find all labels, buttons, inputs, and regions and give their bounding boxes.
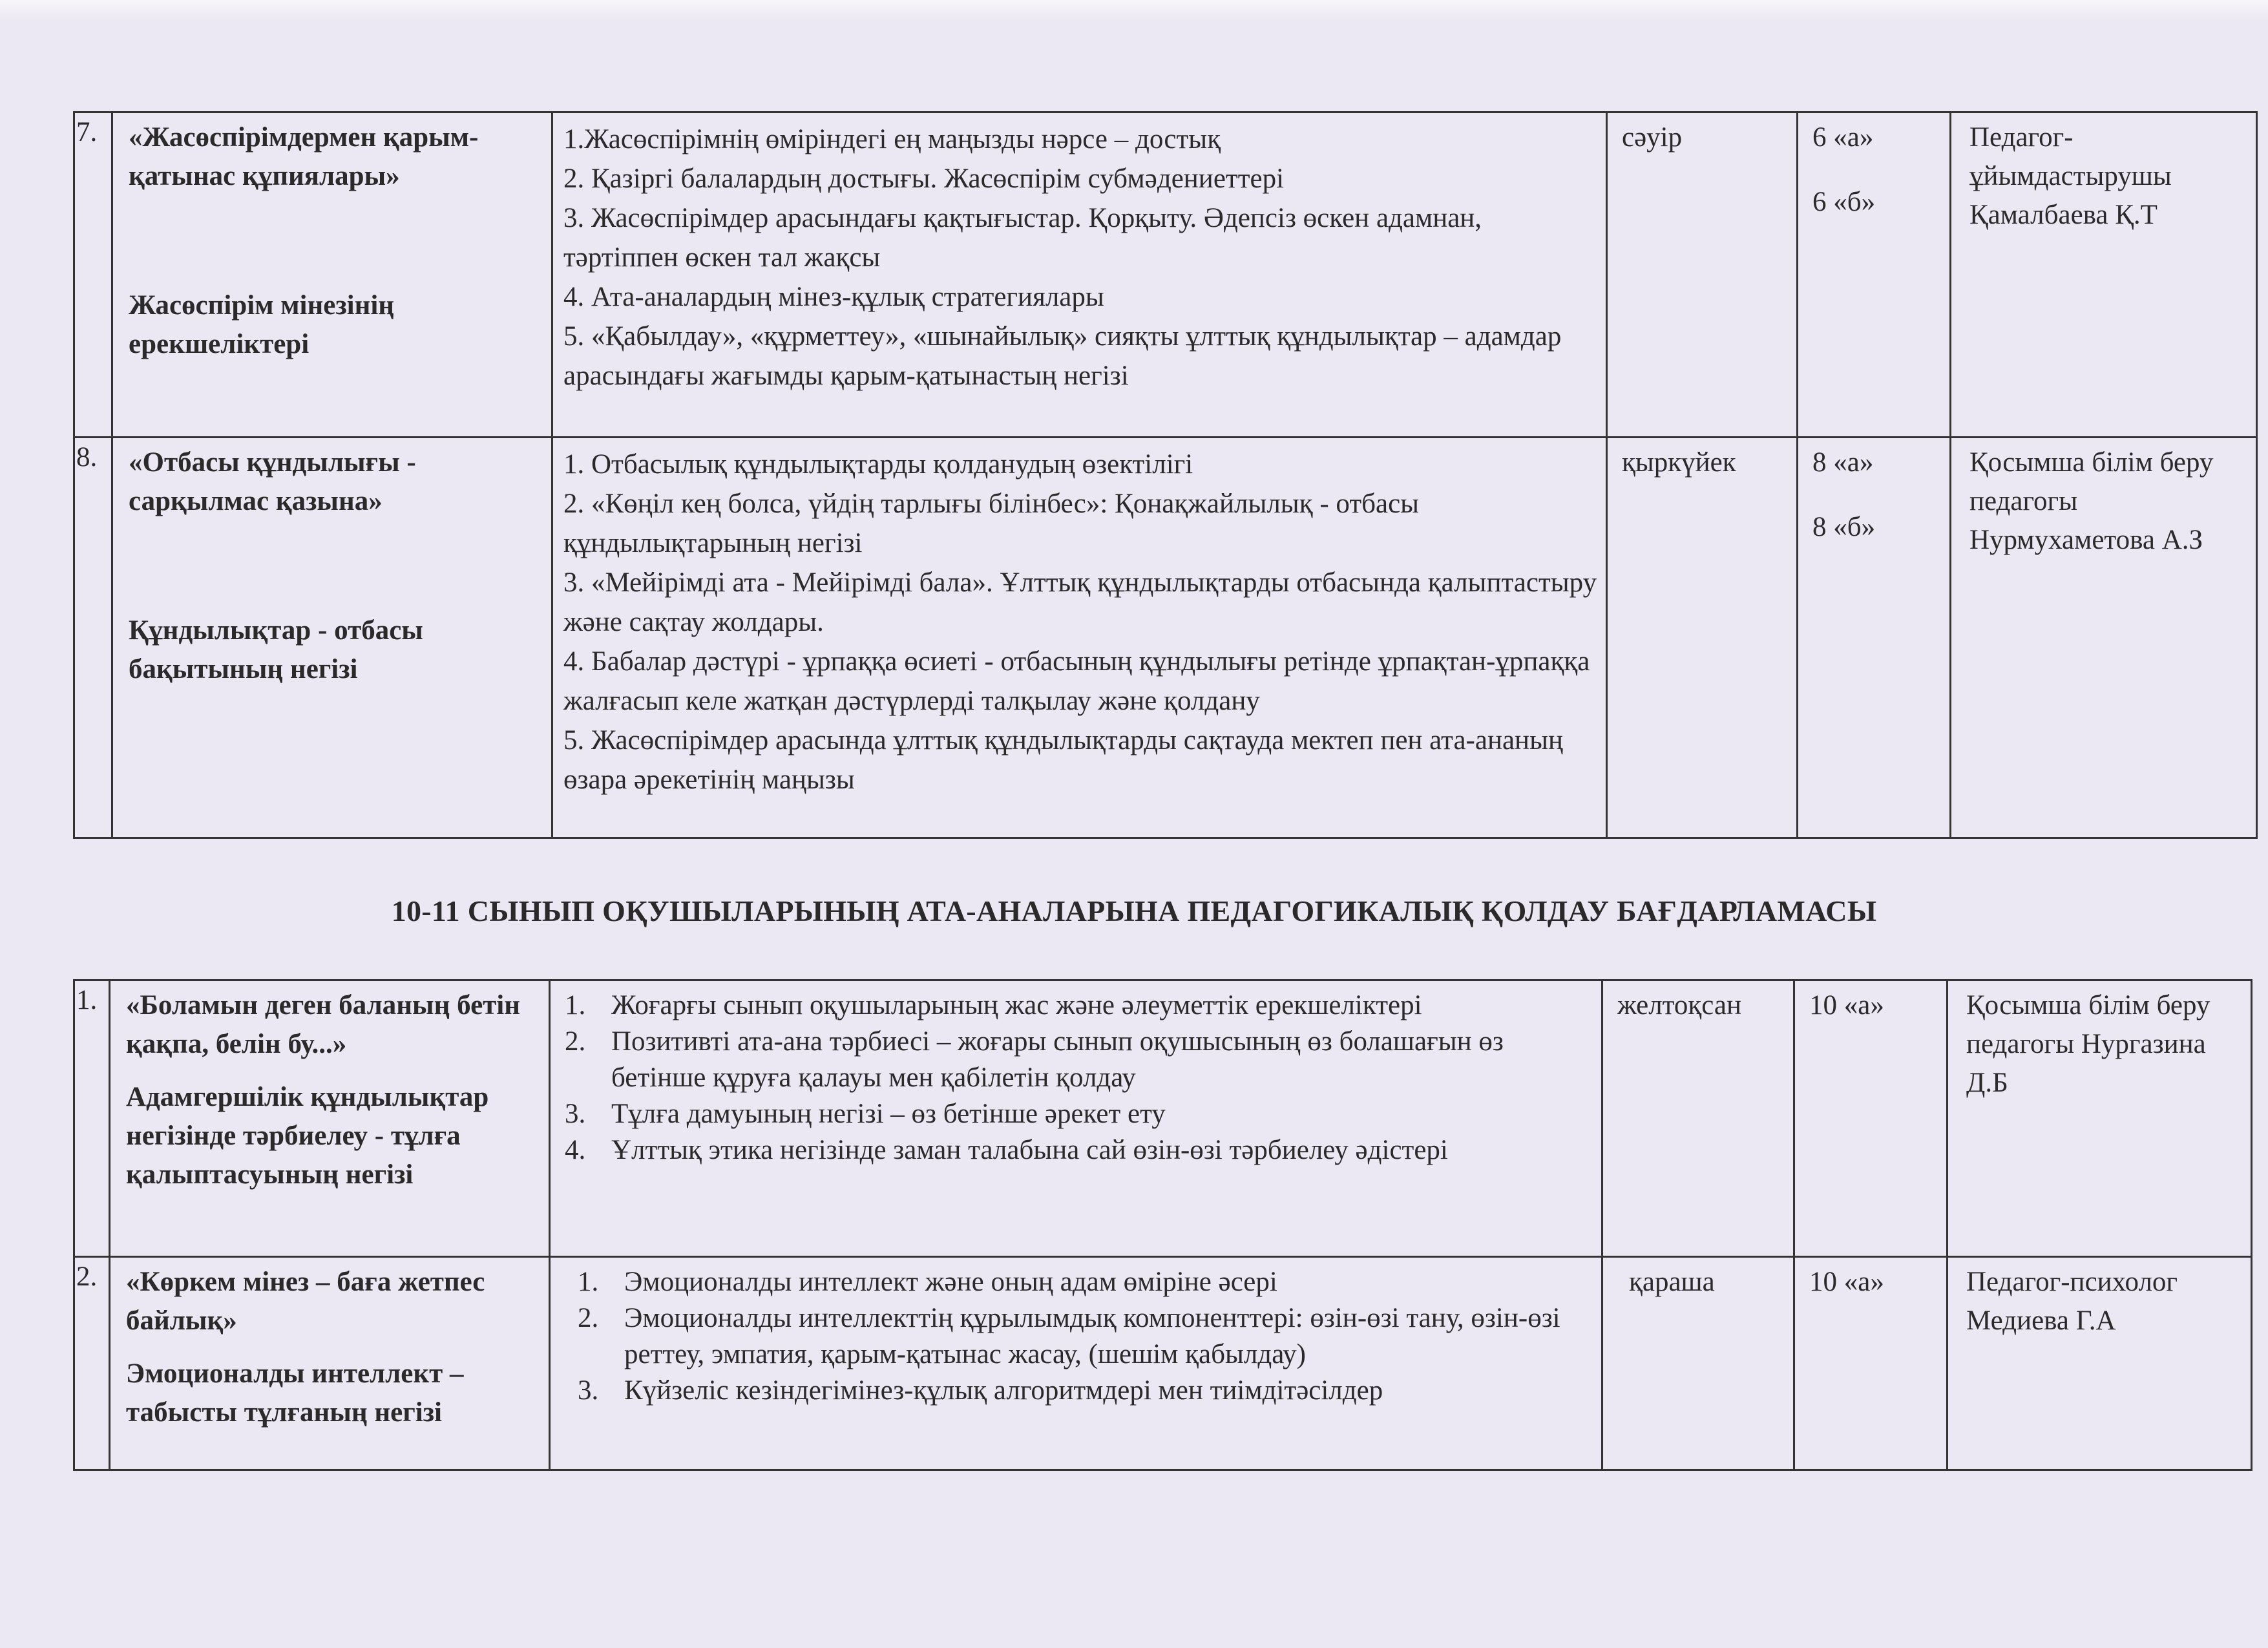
content-list	[565, 988, 1595, 1168]
item-number: 2.	[578, 1303, 599, 1333]
month-cell: қараша	[1602, 1257, 1794, 1470]
class-label: 10 «а»	[1809, 990, 1884, 1020]
class-label: 8 «а»	[1812, 447, 1874, 478]
item-text: Эмоционалды интеллекттің құрылымдық компоненттері: өзін-өзі тану, өзін-өзі реттеу, эмпатия, қарым-қатынас жасау, (шешім қабылдау)	[624, 1303, 1560, 1369]
program-table-grades-6-8	[73, 111, 2258, 839]
content-item	[565, 1096, 1595, 1132]
topic-subtitle: Адамгершілік құндылықтар негізінде тәрбиелеу - тұлға қалыптасуының негізі	[126, 1082, 489, 1190]
classes-cell	[1798, 112, 1951, 438]
topic-cell	[110, 1257, 550, 1470]
table-row	[74, 980, 2252, 1257]
item-number: 3.	[565, 1099, 586, 1129]
table-row	[74, 112, 2257, 438]
content-cell	[552, 112, 1607, 438]
item-number: 4.	[565, 1135, 586, 1165]
class-label: 8 «б»	[1812, 512, 1876, 542]
responsible-cell: Педагог-психолог Медиева Г.А	[1948, 1257, 2252, 1470]
topic-title: «Жасөспірімдермен қарым-қатынас құпиялары»	[129, 122, 479, 191]
content-item	[565, 988, 1595, 1024]
content-item: 3. «Мейірімді ата - Мейірімді бала». Ұлттық құндылықтарды отбасында қалыптастыру және сақтау жолдары.	[563, 567, 1597, 637]
classes-cell	[1794, 1257, 1948, 1470]
responsible-cell: Қосымша білім беру педагогы Нурмухаметова А.З	[1951, 438, 2257, 838]
class-label: 6 «а»	[1812, 122, 1874, 153]
topic-title: «Көркем мінез – баға жетпес байлық»	[126, 1267, 485, 1336]
month-cell: желтоқсан	[1602, 980, 1794, 1257]
class-label: 10 «а»	[1809, 1267, 1884, 1297]
content-item	[565, 1132, 1595, 1168]
topic-subtitle: Жасөспірім мінезінің ерекшеліктері	[129, 290, 395, 359]
content-cell	[552, 438, 1607, 838]
item-number: 3.	[578, 1375, 599, 1406]
content-item: 1. Отбасылық құндылықтарды қолданудың өзектілігі	[563, 449, 1193, 480]
month-cell: сәуір	[1607, 112, 1798, 438]
topic-cell	[110, 980, 550, 1257]
content-item: 4. Ата-аналардың мінез-құлық стратегиялары	[563, 282, 1104, 312]
topic-cell	[112, 112, 552, 438]
item-text: Позитивті ата-ана тәрбиесі – жоғары сынып оқушысының өз болашағын өз бетінше құруға қалауы мен қабілетін қолдау	[611, 1026, 1504, 1093]
content-item: 5. Жасөспірімдер арасында ұлттық құндылықтарды сақтауда мектеп пен ата-ананың өзара әрекетінің маңызы	[563, 725, 1563, 795]
topic-subtitle: Эмоционалды интеллект – табысты тұлғаның негізі	[126, 1358, 464, 1428]
month-cell: қыркүйек	[1607, 438, 1798, 838]
content-item: 5. «Қабылдау», «құрметтеу», «шынайылық» сияқты ұлттық құндылықтар – адамдар арасындағы жағымды қарым-қатынастың негізі	[563, 321, 1562, 391]
classes-cell	[1798, 438, 1951, 838]
topic-title: «Отбасы құндылығы - сарқылмас қазына»	[129, 447, 416, 516]
item-number: 1.	[565, 990, 586, 1020]
content-cell	[550, 1257, 1602, 1470]
content-item	[578, 1264, 1595, 1300]
topic-cell	[112, 438, 552, 838]
classes-cell	[1794, 980, 1948, 1257]
item-text: Тұлға дамуының негізі – өз бетінше әрекет ету	[611, 1099, 1166, 1129]
program-table-grades-10-11	[73, 979, 2252, 1471]
content-cell	[550, 980, 1602, 1257]
table-row	[74, 438, 2257, 838]
row-number: 1.	[74, 980, 110, 1257]
item-text: Эмоционалды интеллект және оның адам өміріне әсері	[624, 1267, 1277, 1297]
content-list	[565, 1264, 1595, 1409]
topic-subtitle: Құндылықтар - отбасы бақытының негізі	[129, 615, 423, 684]
item-text: Күйзеліс кезіндегімінез-құлық алгоритмдері мен тиімдітәсілдер	[624, 1375, 1383, 1406]
table-row	[74, 1257, 2252, 1470]
row-number: 8.	[74, 438, 112, 838]
content-item	[578, 1300, 1595, 1373]
item-number: 2.	[565, 1026, 586, 1057]
content-item	[578, 1373, 1595, 1409]
scan-edge	[0, 0, 2268, 19]
responsible-cell: Педагог-ұйымдастырушы Қамалбаева Қ.Т	[1951, 112, 2257, 438]
item-text: Жоғарғы сынып оқушыларының жас және әлеуметтік ерекшеліктері	[611, 990, 1422, 1020]
content-item: 4. Бабалар дәстүрі - ұрпаққа өсиеті - отбасының құндылығы ретінде ұрпақтан-ұрпаққа жалғасып келе жатқан дәстүрлерді талқылау және қолдану	[563, 646, 1590, 716]
content-item	[565, 1024, 1595, 1096]
row-number: 7.	[74, 112, 112, 438]
content-item: 2. «Көңіл кең болса, үйдің тарлығы білінбес»: Қонақжайлылық - отбасы құндылықтарының негізі	[563, 489, 1420, 558]
row-number: 2.	[74, 1257, 110, 1470]
topic-title: «Боламын деген баланың бетін қақпа, белін бу...»	[126, 990, 521, 1059]
content-item: 1.Жасөспірімнің өміріндегі ең маңызды нәрсе – достық	[563, 124, 1221, 154]
content-item: 3. Жасөспірімдер арасындағы қақтығыстар. Қорқыту. Әдепсіз өскен адамнан, тәртіппен өскен тал жақсы	[563, 203, 1482, 273]
item-number: 1.	[578, 1267, 599, 1297]
item-text: Ұлттық этика негізінде заман талабына сай өзін-өзі тәрбиелеу әдістері	[611, 1135, 1448, 1165]
responsible-cell: Қосымша білім беру педагогы Нургазина Д.Б	[1948, 980, 2252, 1257]
class-label: 6 «б»	[1812, 187, 1876, 217]
content-item: 2. Қазіргі балалардың достығы. Жасөспірім субмәдениеттері	[563, 164, 1285, 194]
section-title: 10-11 СЫНЫП ОҚУШЫЛАРЫНЫҢ АТА-АНАЛАРЫНА ПЕДАГОГИКАЛЫҚ ҚОЛДАУ БАҒДАРЛАМАСЫ	[391, 894, 1877, 927]
